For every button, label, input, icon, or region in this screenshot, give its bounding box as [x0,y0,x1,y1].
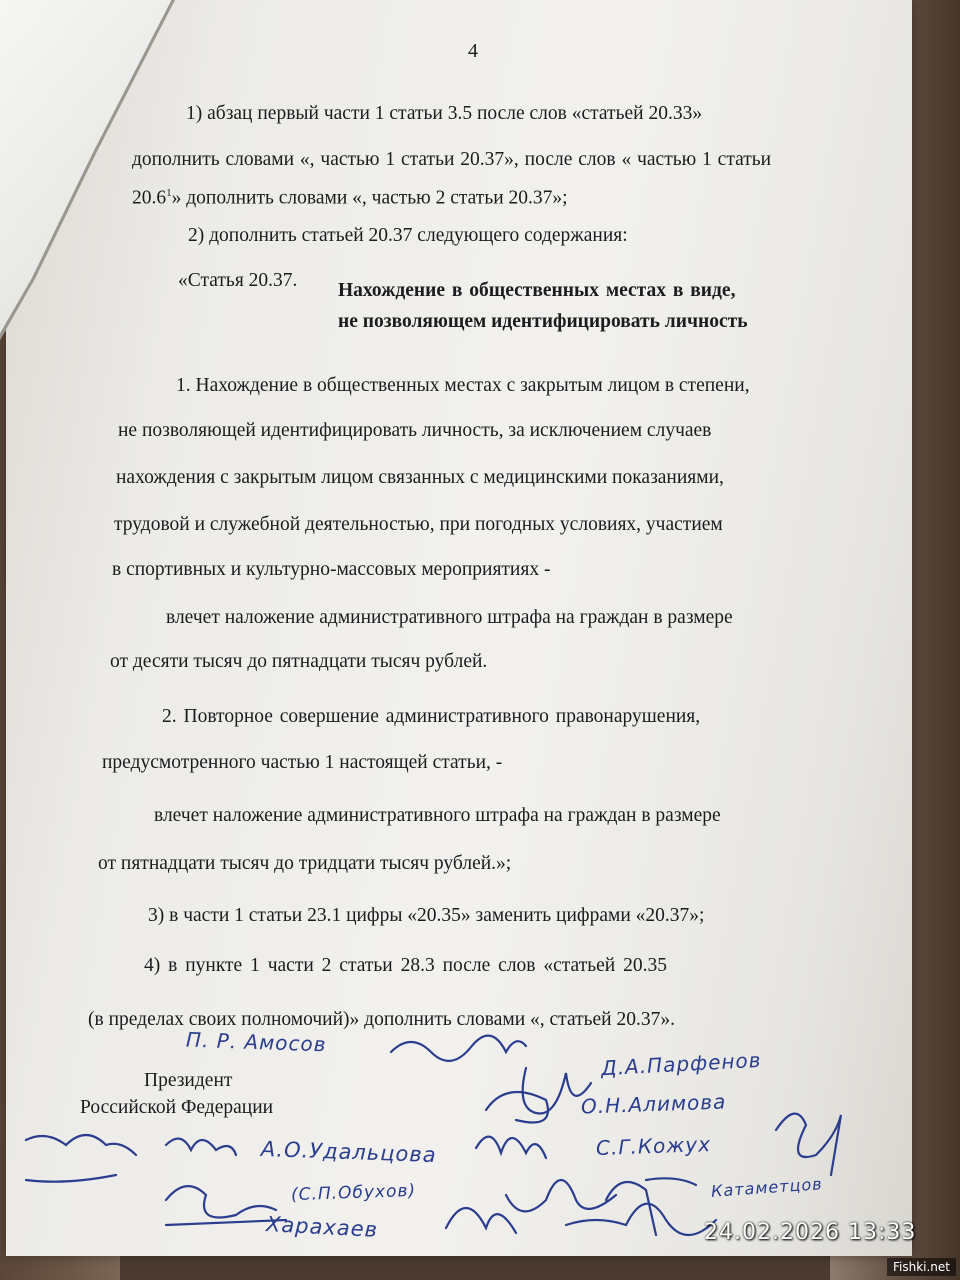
part-1-penalty-line-1: влечет наложение административного штрафа на граждан в размере [166,607,733,628]
paragraph-4-line-1: 4) в пункте 1 части 2 статьи 28.3 после слов «статьей 20.35 [144,955,667,976]
paragraph-1-line-2: дополнить словами «, частью 1 статьи 20.37», после слов « частью 1 статьи [132,149,772,170]
photo-timestamp: 24.02.2026 13:33 [704,1220,917,1245]
article-title-line-2: не позволяющем идентифицировать личность [338,311,748,332]
paragraph-2: 2) дополнить статьей 20.37 следующего содержания: [188,225,628,246]
signatory-subtitle: Российской Федерации [80,1097,274,1118]
signatory-title: Президент [144,1070,233,1091]
part-2-line-1: 2. Повторное совершение административного правонарушения, [162,706,701,727]
signature-katametsov: Катаметцов [710,1174,824,1201]
signature-alimova: О.Н.Алимова [580,1089,727,1119]
signature-parfenov: Д.А.Парфенов [600,1047,763,1081]
signature-obukhov: (С.П.Обухов) [290,1180,417,1206]
signature-kharakhaev: Харахаев [265,1212,379,1242]
part-1-line-1: 1. Нахождение в общественных местах с закрытым лицом в степени, [176,375,750,396]
part-1-line-5: в спортивных и культурно-массовых мероприятиях - [112,559,551,580]
paragraph-1-article-ref: 20.6 [132,187,167,209]
part-2-penalty-line-1: влечет наложение административного штрафа на граждан в размере [154,805,721,826]
part-2-penalty-line-2: от пятнадцати тысяч до тридцати тысяч рублей.»; [98,853,512,874]
paragraph-4-line-2: (в пределах своих полномочий)» дополнить словами «, статьей 20.37». [88,1009,675,1030]
paragraph-3: 3) в части 1 статьи 23.1 цифры «20.35» заменить цифрами «20.37»; [148,905,705,926]
paragraph-1-line-1-text: 1) абзац первый части 1 статьи 3.5 после слов «статьей 20.33» [186,103,703,124]
page-number: 4 [468,40,478,62]
part-1-penalty-line-2: от десяти тысяч до пятнадцати тысяч рублей. [110,651,488,672]
signature-kozhukh: С.Г.Кожух [595,1132,712,1160]
part-1-line-2: не позволяющей идентифицировать личность, за исключением случаев [118,420,712,441]
paragraph-1-superscript: 1 [166,187,172,199]
signature-scribbles [6,0,912,1256]
signature-amosov: П. Р. Амосов [185,1027,327,1057]
document-page [6,0,912,1256]
signature-udaltsova: А.О.Удальцова [260,1136,437,1168]
paragraph-1-line-3-rest: » дополнить словами «, частью 2 статьи 20.37»; [171,187,568,209]
part-1-line-3: нахождения с закрытым лицом связанных с медицинскими показаниями, [116,467,724,488]
article-number: «Статья 20.37. [178,270,298,291]
site-watermark: Fishki.net [887,1258,956,1276]
part-2-line-2: предусмотренного частью 1 настоящей статьи, - [102,752,503,773]
article-title-line-1: Нахождение в общественных местах в виде, [338,280,736,301]
part-1-line-4: трудовой и служебной деятельностью, при погодных условиях, участием [114,514,723,535]
